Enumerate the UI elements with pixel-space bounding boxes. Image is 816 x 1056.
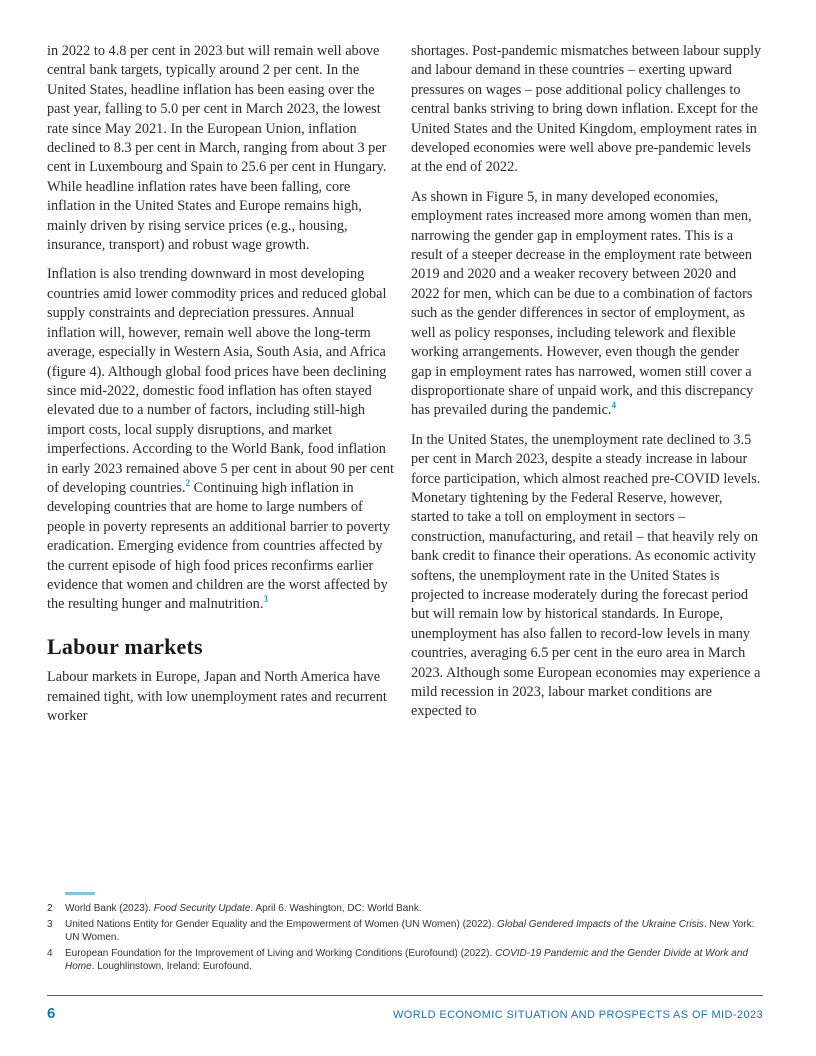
text-run: Inflation is also trending downward in most developing countries amid lower commodity prices and reduced global supply constraints and depreciation pressures. Annual inflation will, however, remain well above the long-term average, especially in Western Asia, South Asia, and Africa (figure 4). Although global food prices have been declining since mid-2022, domestic food inflation has often stayed elevated due to a number of factors, including still-high import costs, local supply disruptions, and market imperfections. According to the World Bank, food inflation in early 2023 remained above 5 per cent in about 90 per cent of developing countries. bbox=[47, 266, 394, 496]
footnote-text-pre: European Foundation for the Improvement of Living and Working Conditions (Eurofound) (2022). bbox=[65, 947, 496, 959]
text-run: In the United States, the unemployment rate declined to 3.5 per cent in March 2023, despite a steady increase in labour force participation, which almost reached pre-COVID levels. Monetary tightening by the Federal Reserve, however, started to take a toll on employment in sectors – construction, manufacturing, and retail – that heavily rely on bank credit to finance their operations. As economic activity softens, the unemployment rate in the United States is projected to increase moderately during the forecast period but will remain low by historical standards. In Europe, unemployment has also fallen to record-low levels in many countries, averaging 6.5 per cent in the euro area in March 2023. Although some European economies may experience a mild recession in 2023, labour market conditions are expected to bbox=[411, 431, 761, 720]
footnote-2 bbox=[47, 902, 763, 916]
paragraph bbox=[411, 431, 763, 722]
paragraph bbox=[411, 42, 763, 178]
paragraph bbox=[47, 265, 399, 614]
footnote-text-pre: United Nations Entity for Gender Equality and the Empowerment of Women (UN Women) (2022). bbox=[65, 918, 498, 930]
footnote-number: 4 bbox=[47, 947, 53, 959]
right-column bbox=[411, 42, 763, 736]
footnote-ref-3: 3 bbox=[263, 594, 268, 605]
footnote-4 bbox=[47, 947, 763, 974]
page-number: 6 bbox=[47, 1005, 56, 1022]
page-footer bbox=[47, 995, 763, 1022]
footnote-title-italic: COVID-19 Pandemic and the Gender Divide at Work and Home bbox=[65, 947, 748, 972]
text-run: in 2022 to 4.8 per cent in 2023 but will remain well above central bank targets, typically around 2 per cent. In the United States, headline inflation has been easing over the past year, falling to 5.0 per cent in March 2023, the lowest rate since May 2021. In the European Union, inflation declined to 8.3 per cent in March, ranging from about 3 per cent in Luxembourg and Spain to 25.6 per cent in Hungary. While headline inflation rates have been falling, core inflation in the United States and Europe remains high, mainly driven by rising service prices (e.g., housing, insurance, transport) and robust wage growth. bbox=[47, 43, 387, 254]
paragraph bbox=[411, 188, 763, 421]
footnote-ref-4: 4 bbox=[611, 400, 616, 411]
footnote-3 bbox=[47, 918, 763, 945]
footnote-separator-rule bbox=[65, 892, 95, 895]
paragraph bbox=[47, 668, 399, 726]
footnote-text-pre: World Bank (2023). bbox=[65, 903, 154, 914]
footer-report-title: WORLD ECONOMIC SITUATION AND PROSPECTS AS OF MID-2023 bbox=[393, 1009, 763, 1021]
footnotes-section bbox=[47, 892, 763, 976]
section-heading-labour-markets: Labour markets bbox=[47, 633, 203, 659]
footnote-title-italic: Global Gendered Impacts of the Ukraine Crisis bbox=[497, 918, 704, 930]
footnote-text-post: . April 6. Washington, DC: World Bank. bbox=[250, 903, 422, 914]
footnote-text-post: . New York: UN Women. bbox=[65, 918, 755, 943]
footnote-text bbox=[65, 918, 763, 945]
text-run: shortages. Post-pandemic mismatches between labour supply and labour demand in these countries – exerting upward pressures on wages – pose additional policy challenges to central banks striving to bring down inflation. Except for the United States and the United Kingdom, employment rates in developed economies were well above pre-pandemic levels at the end of 2022. bbox=[411, 43, 762, 176]
footnote-title-italic: Food Security Update bbox=[153, 903, 251, 914]
two-column-body bbox=[47, 42, 763, 736]
footnote-number: 2 bbox=[47, 903, 53, 914]
text-run: Labour markets in Europe, Japan and North America have remained tight, with low unemployment rates and recurrent worker bbox=[47, 669, 387, 724]
footnote-text bbox=[65, 947, 763, 974]
footnote-text bbox=[65, 902, 763, 916]
paragraph bbox=[47, 42, 399, 255]
footnote-ref-2: 2 bbox=[185, 478, 191, 489]
left-column bbox=[47, 42, 399, 736]
footnote-number: 3 bbox=[47, 918, 53, 930]
text-run: Continuing high inflation in developing countries that are home to large numbers of people in poverty represents an additional barrier to poverty eradication. Emerging evidence from countries affected by the current episode of high food prices reconfirms earlier evidence that women and children are the worst affected by the resulting hunger and malnutrition. bbox=[47, 479, 391, 613]
text-run: As shown in Figure 5, in many developed economies, employment rates increased more among women than men, narrowing the gender gap in employment rates. This is a result of a steeper decrease in the employment rate between 2019 and 2020 and a weaker recovery between 2020 and 2022 for men, which can be due to a combination of factors such as the gender differences in sector of employment, as well as policy responses, including telework and flexible working arrangements. However, even though the gender gap in employment rates has narrowed, women still cover a disproportionate share of unpaid work, and this discrepancy has prevailed during the pandemic. bbox=[411, 188, 754, 419]
footnote-text-post: . Loughlinstown, Ireland: Eurofound. bbox=[91, 961, 252, 972]
